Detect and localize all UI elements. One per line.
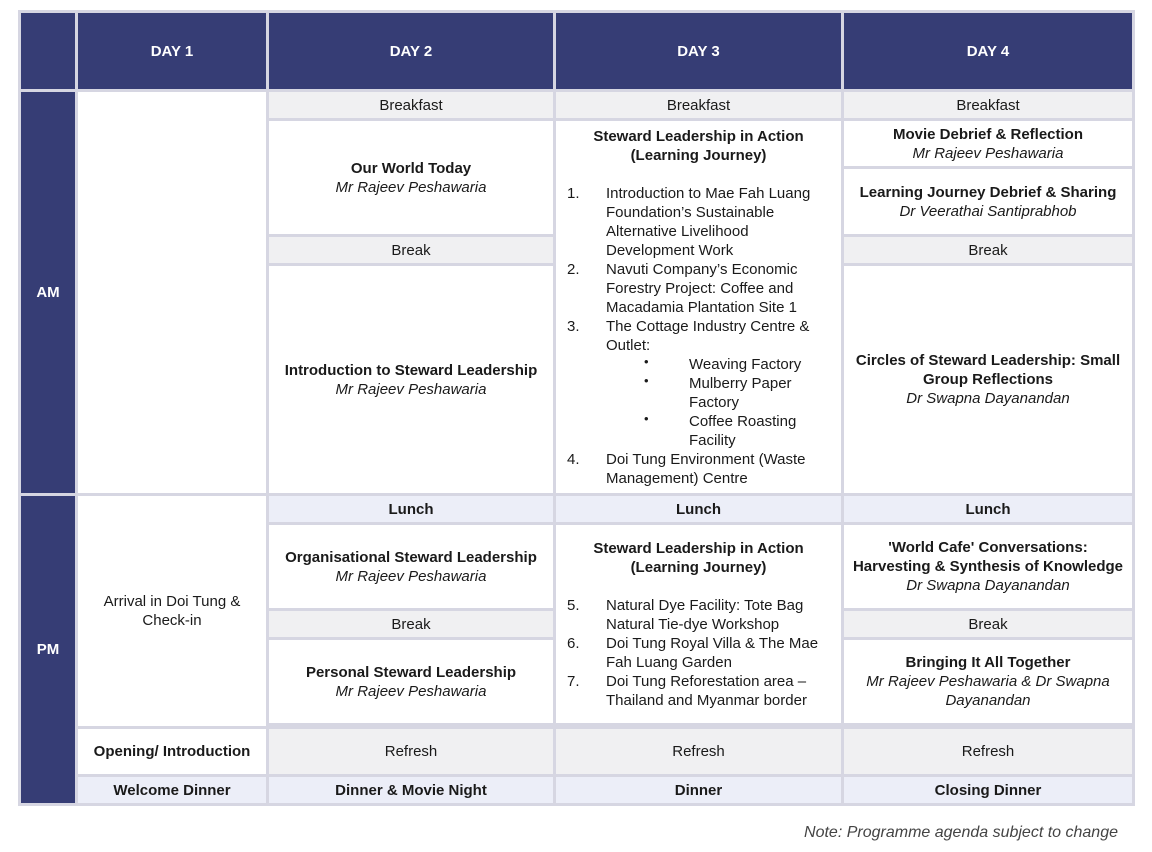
day-2-lunch: Lunch xyxy=(268,495,555,524)
day-4-session-journey-debrief xyxy=(843,168,1134,236)
day-1-dinner: Welcome Dinner xyxy=(77,776,268,805)
day-3-refresh: Refresh xyxy=(555,728,843,776)
session-speaker: Mr Rajeev Peshawaria xyxy=(335,682,487,700)
header-corner xyxy=(20,12,77,91)
sub-list-item: • Mulberry Paper Factory xyxy=(606,374,833,412)
sub-list-item: • Coffee Roasting Facility xyxy=(606,412,833,450)
day-1-am-empty xyxy=(77,91,268,495)
list-item: 1. Introduction to Mae Fah Luang Foundation’s Sustainable Alternative Livelihood Development Work xyxy=(567,184,811,259)
session-title: Circles of Steward Leadership: Small Group Reflections xyxy=(855,352,1121,388)
session-speaker: Mr Rajeev Peshawaria & Dr Swapna Dayanandan xyxy=(866,673,1110,709)
list-item: 6. Doi Tung Royal Villa & The Mae Fah Luang Garden xyxy=(567,634,819,671)
day-2-break: Break xyxy=(268,610,555,639)
day-2-break: Break xyxy=(268,236,555,265)
day-2-session-organisational xyxy=(268,524,555,610)
session-title: Our World Today xyxy=(350,159,472,177)
day-2-session-our-world-today xyxy=(268,120,555,236)
session-title: Steward Leadership in Action (Learning Journey) xyxy=(593,127,804,164)
day-1-arrival: Arrival in Doi Tung & Check-in xyxy=(77,495,268,728)
cottage-industry-sublist xyxy=(606,355,833,450)
session-speaker: Mr Rajeev Peshawaria xyxy=(335,380,487,398)
day-4-dinner: Closing Dinner xyxy=(843,776,1134,805)
day-2-dinner: Dinner & Movie Night xyxy=(268,776,555,805)
session-speaker: Dr Veerathai Santiprabhob xyxy=(899,202,1077,220)
day-4-break: Break xyxy=(843,610,1134,639)
session-title: Learning Journey Debrief & Sharing xyxy=(859,183,1117,201)
session-title: Personal Steward Leadership xyxy=(305,663,517,681)
day-4-break: Break xyxy=(843,236,1134,265)
session-speaker: Mr Rajeev Peshawaria xyxy=(335,567,487,585)
day-2-header: DAY 2 xyxy=(268,12,555,91)
list-item: 7. Doi Tung Reforestation area – Thailand and Myanmar border xyxy=(567,672,807,709)
list-item: 2. Navuti Company’s Economic Forestry Project: Coffee and Macadamia Plantation Site 1 xyxy=(567,260,798,316)
day-4-header: DAY 4 xyxy=(843,12,1134,91)
day-2-refresh: Refresh xyxy=(268,728,555,776)
day-4-session-circles xyxy=(843,265,1134,495)
day-4-lunch: Lunch xyxy=(843,495,1134,524)
session-title: Steward Leadership in Action (Learning Journey) xyxy=(593,539,804,576)
session-speaker: Dr Swapna Dayanandan xyxy=(906,577,1070,594)
day-2-breakfast: Breakfast xyxy=(268,91,555,120)
day-3-breakfast: Breakfast xyxy=(555,91,843,120)
session-speaker: Mr Rajeev Peshawaria xyxy=(335,178,487,196)
day-1-opening: Opening/ Introduction xyxy=(77,728,268,776)
day-3-pm-learning-journey xyxy=(555,524,843,725)
day-4-session-bringing-together xyxy=(843,639,1134,725)
session-speaker: Dr Swapna Dayanandan xyxy=(906,390,1070,407)
day-2-session-intro-steward xyxy=(268,265,555,495)
programme-schedule-table xyxy=(18,10,1135,806)
day-3-dinner: Dinner xyxy=(555,776,843,805)
session-title: Introduction to Steward Leadership xyxy=(284,361,538,379)
session-title: 'World Cafe' Conversations: Harvesting & Synthesis of Knowledge xyxy=(852,539,1124,575)
day-3-am-learning-journey xyxy=(555,120,843,495)
day-4-session-movie-debrief xyxy=(843,120,1134,168)
session-title: Bringing It All Together xyxy=(905,654,1071,671)
day-2-session-personal xyxy=(268,639,555,725)
journey-stop-list xyxy=(564,184,833,488)
am-label: AM xyxy=(20,91,77,495)
list-item: 3. The Cottage Industry Centre & Outlet: • Weaving Factory • Mulberry Paper Factory • Coffee Roasting Facility xyxy=(564,317,833,450)
journey-stop-list xyxy=(564,596,833,710)
list-item: 5. Natural Dye Facility: Tote Bag Natural Tie-dye Workshop xyxy=(567,596,804,633)
session-title: Movie Debrief & Reflection xyxy=(892,125,1084,143)
day-4-breakfast: Breakfast xyxy=(843,91,1134,120)
list-item: 4. Doi Tung Environment (Waste Management) Centre xyxy=(567,450,806,487)
session-title: Organisational Steward Leadership xyxy=(285,548,537,566)
sub-list-item: • Weaving Factory xyxy=(606,355,833,374)
agenda-note: Note: Programme agenda subject to change xyxy=(804,824,1118,841)
session-speaker: Mr Rajeev Peshawaria xyxy=(912,144,1064,162)
day-3-header: DAY 3 xyxy=(555,12,843,91)
day-1-header: DAY 1 xyxy=(77,12,268,91)
day-4-session-world-cafe xyxy=(843,524,1134,610)
pm-label: PM xyxy=(20,495,77,805)
day-4-refresh: Refresh xyxy=(843,728,1134,776)
day-3-lunch: Lunch xyxy=(555,495,843,524)
